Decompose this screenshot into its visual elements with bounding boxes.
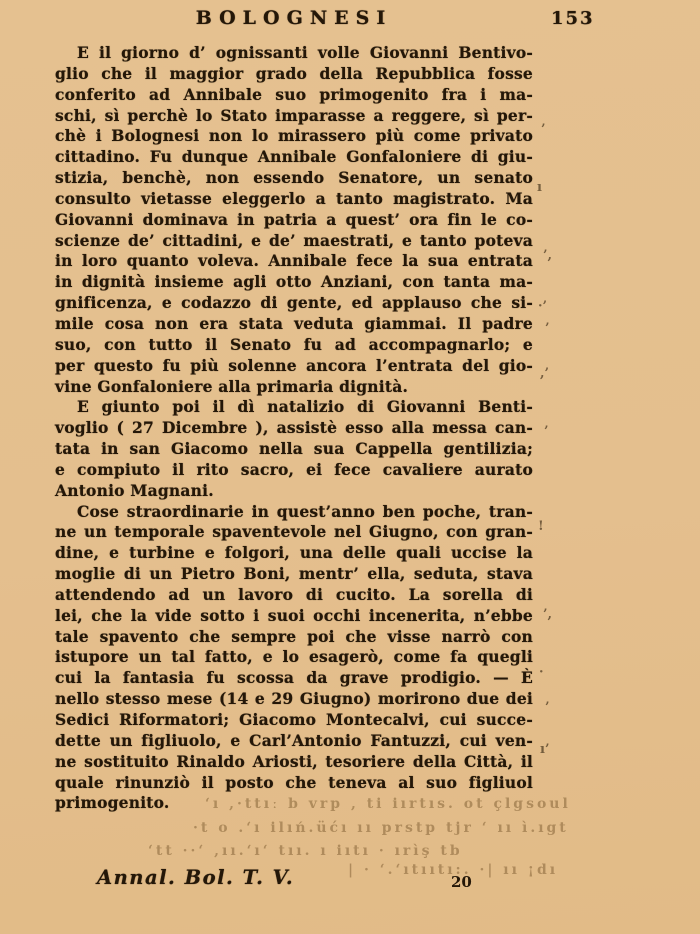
volume-signature: Annal. Bol. T. V. — [97, 866, 295, 889]
ink-speck: ·’ — [538, 299, 548, 314]
text-line: istupore un tal fatto, e lo esagerò, come fa quegli — [55, 647, 533, 667]
text-line: mile cosa non era stata veduta giammai. Il padre — [55, 313, 533, 333]
text-line: ne un temporale spaventevole nel Giugno, con gran- — [55, 522, 533, 542]
text-line: ne sostituito Rinaldo Ariosti, tesoriere della Città, il — [55, 751, 533, 771]
ink-speck: ’ — [545, 700, 550, 715]
sheet-signature-number: 20 — [451, 873, 472, 891]
text-line: Antonio Magnani. — [55, 480, 214, 500]
text-line: tale spavento che sempre poi che visse narrò con — [55, 626, 533, 646]
text-line: dette un figliuolo, e Carl’Antonio Fantuzzi, cui ven- — [55, 730, 533, 750]
text-line: Sedici Riformatori; Giacomo Montecalvi, cui succe- — [55, 710, 533, 729]
text-line: E il giorno d’ ognissanti volle Giovanni Bentivo- — [77, 43, 533, 62]
ink-speck: ’ — [545, 321, 550, 336]
text-line: scienze de’ cittadini, e de’ maestrati, e tanto poteva — [55, 230, 533, 250]
ink-speck: ’ — [544, 424, 549, 439]
text-line: Cose straordinarie in quest’anno ben poche, tran- — [77, 501, 533, 521]
text-line: chè i Bolognesi non lo mirassero più come privato — [55, 126, 533, 146]
text-block — [55, 43, 533, 814]
text-line: nello stesso mese (14 e 29 Giugno) morirono due dei — [55, 689, 533, 709]
ink-speck: ’, — [543, 607, 553, 622]
text-line: dine, e turbine e folgori, una delle quali uccise la — [55, 543, 533, 563]
text-line: e compiuto il rito sacro, ei fece cavaliere aurato — [55, 459, 533, 479]
paragraph-ognissanti — [55, 43, 533, 397]
text-line: in loro quanto voleva. Annibale fece la sua entrata — [55, 251, 533, 271]
ink-speck: ’ — [541, 122, 546, 137]
ink-speck: ı — [537, 180, 542, 195]
bleedthrough-line: | · ʻ.ʻıtııtı:. ·| ıı ¡dı — [348, 862, 559, 878]
bleedthrough-line: ʻtt ··ʻ ,ıı.ʻıʻ tıı. ı iıtı · ırìş tb — [148, 843, 463, 859]
text-line: conferito ad Annibale suo primogenito fra i ma- — [55, 84, 533, 104]
ink-speck: · — [539, 665, 544, 680]
paragraph-cose-straordinarie — [55, 502, 533, 815]
ink-speck: ’, — [543, 248, 553, 263]
ink-speck: ! — [538, 519, 544, 534]
running-title: BOLOGNESI — [195, 7, 393, 29]
text-line: gnificenza, e codazzo di gente, ed applauso che si- — [55, 293, 533, 313]
text-line: schi, sì perchè lo Stato imparasse a reggere, sì per- — [55, 105, 533, 125]
text-line: in dignità insieme agli otto Anziani, con tanta ma- — [55, 272, 533, 292]
text-line: voglio ( 27 Dicembre ), assistè esso alla messa can- — [55, 418, 533, 438]
bleedthrough-line: ·t o .ʻı ilıń.üćı ıı prstp tjr ʻ ıı ì.ıgt — [193, 820, 569, 836]
text-line: lei, che la vide sotto i suoi occhi incenerita, n’ebbe — [55, 605, 533, 625]
text-line: cittadino. Fu dunque Annibale Gonfaloniere di giu- — [55, 147, 533, 167]
text-line: vine Gonfaloniere alla primaria dignità. — [55, 376, 409, 396]
text-line: glio che il maggior grado della Repubblica fosse — [55, 63, 533, 83]
text-line: moglie di un Pietro Boni, mentr’ ella, seduta, stava — [55, 564, 533, 584]
ink-speck: ı’ — [540, 742, 550, 757]
paragraph-natalizio — [55, 397, 533, 501]
text-line: primogenito. — [55, 793, 170, 813]
bleedthrough-line: ʻı ,·ttıː b vrp , ti iırtıs. ot çlgsoul — [205, 796, 571, 812]
text-line: suo, con tutto il Senato fu ad accompagnarlo; e — [55, 334, 533, 354]
page-number: 153 — [551, 8, 595, 29]
text-line: quale rinunziò il posto che teneva al suo figliuol — [55, 772, 533, 792]
text-line: stizia, benchè, non essendo Senatore, un senato — [55, 168, 533, 188]
text-line: consulto vietasse eleggerlo a tanto magistrato. Ma — [55, 188, 533, 208]
text-line: E giunto poi il dì natalizio di Giovanni Benti- — [77, 397, 533, 417]
ink-speck: ,’ — [540, 366, 550, 381]
text-line: Giovanni dominava in patria a quest’ ora fin le co- — [55, 209, 533, 229]
text-line: cui la fantasia fu scossa da grave prodigio. — È — [55, 668, 533, 688]
text-line: attendendo ad un lavoro di cucito. La sorella di — [55, 584, 533, 604]
text-line: tata in san Giacomo nella sua Cappella gentilizia; — [55, 439, 533, 459]
text-line: per questo fu più solenne ancora l’entrata del gio- — [55, 355, 533, 375]
